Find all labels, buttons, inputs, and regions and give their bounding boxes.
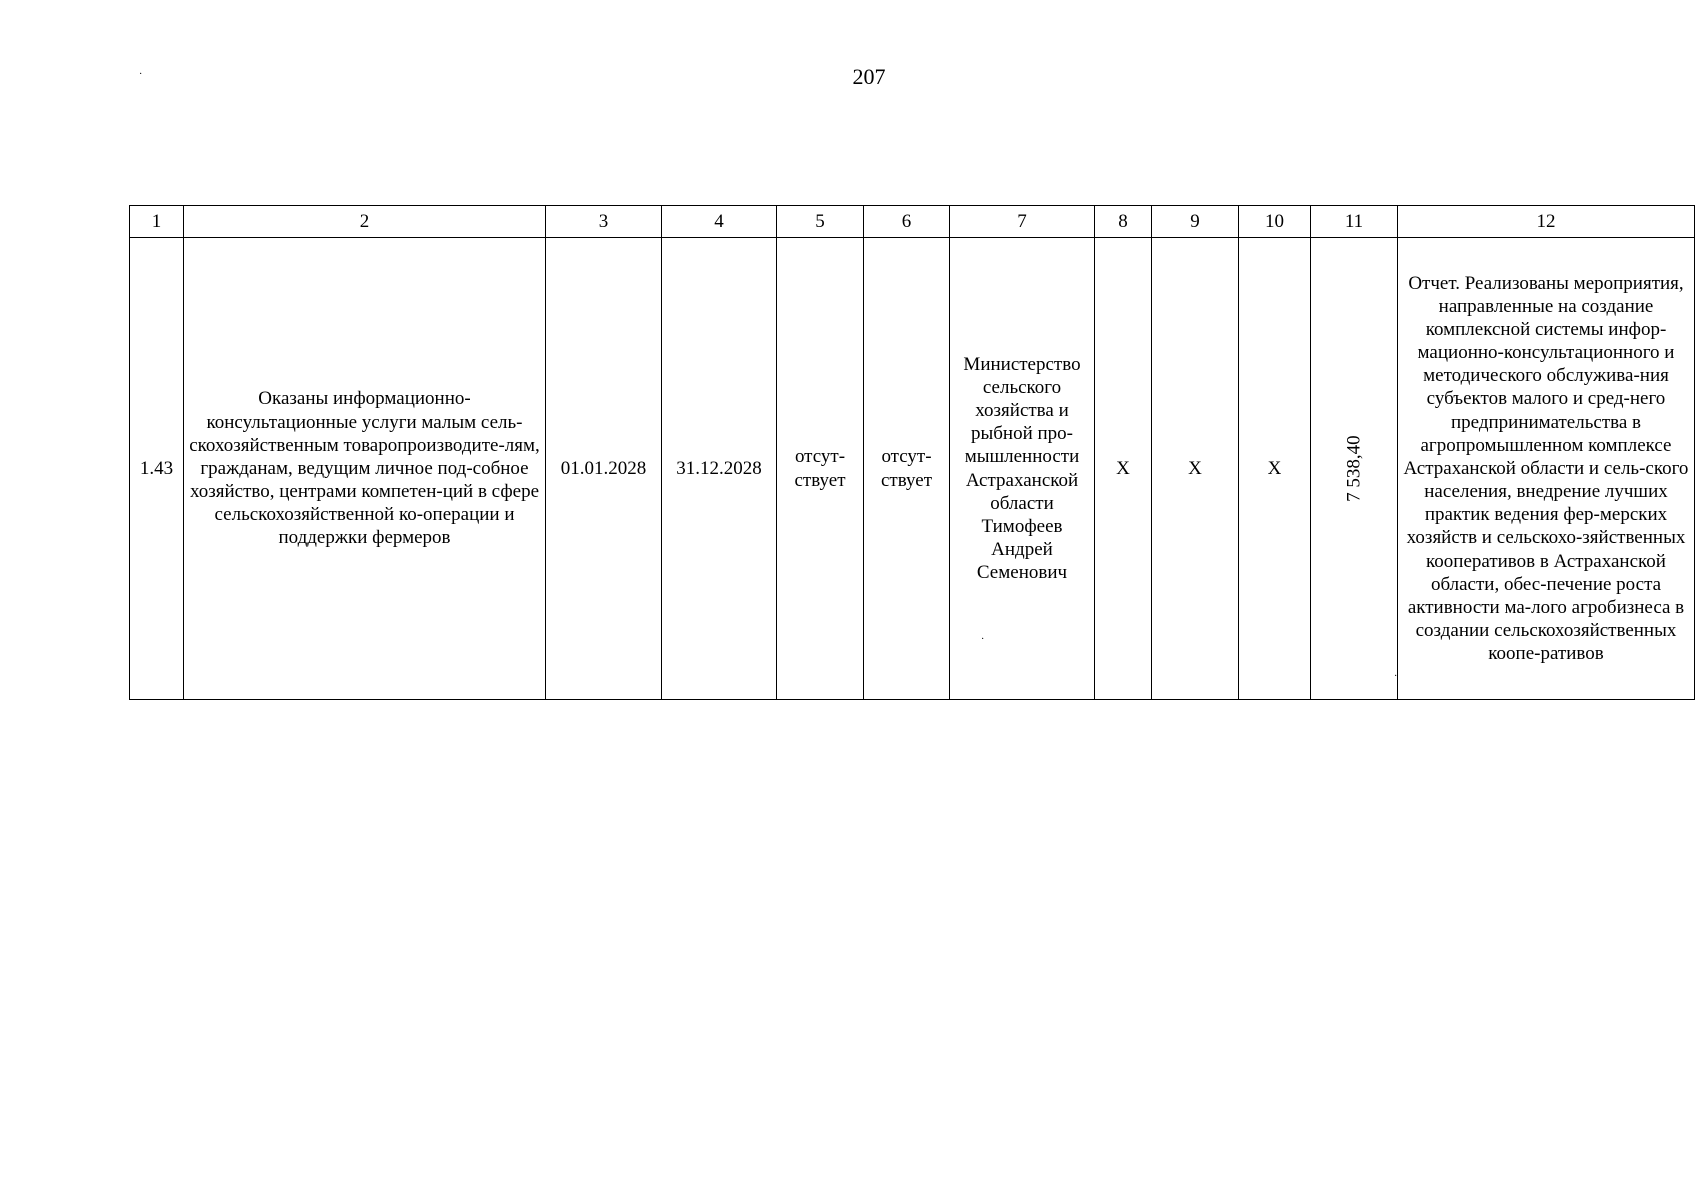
scan-speck: · (139, 69, 143, 80)
col8-value: X (1095, 238, 1152, 700)
col-header-2: 2 (184, 206, 546, 238)
col6-value: отсут-ствует (864, 238, 950, 700)
report-description: Отчет. Реализованы мероприятия, направленные на создание комплексной системы инфор-мационно-консультационного и методического обслужива-ния субъектов малого и сред-него предпринимательства в агропромышленном комплексе Астраханской области и сель-ского населения, внедрение лучших практик ведения фер-мерских хозяйств и сельскохо-зяйственных кооперативов в Астраханской области, обес-печение роста активности ма-лого агробизнеса в создании сельскохозяйственных коопе-ративов (1398, 238, 1695, 700)
col5-value: отсут-ствует (777, 238, 864, 700)
responsible-text: Министерство сельского хозяйства и рыбной про-мышленности Астраханской области Тимофеев Андрей Семенович (963, 353, 1081, 584)
page-number: 207 (852, 64, 886, 89)
col-header-8: 8 (1095, 206, 1152, 238)
scan-speck: · (981, 633, 985, 645)
col-header-11: 11 (1311, 206, 1398, 238)
activity-table (129, 205, 1695, 700)
table-row (130, 238, 1695, 700)
result-description: Оказаны информационно-консультационные услуги малым сель-скохозяйственным товаропроизводите-лям, гражданам, ведущим личное под-собное хозяйство, центрами компетен-ций в сфере сельскохозяйственной ко-операции и поддержки фермеров (184, 238, 546, 700)
header-row (130, 206, 1695, 238)
col-header-9: 9 (1152, 206, 1239, 238)
funding-amount: 7 538,40 (1343, 435, 1365, 502)
end-date: 31.12.2028 (662, 238, 777, 700)
responsible-executor (950, 238, 1095, 700)
col-header-3: 3 (546, 206, 662, 238)
col-header-5: 5 (777, 206, 864, 238)
row-number: 1.43 (130, 238, 184, 700)
scan-speck: · (1394, 671, 1398, 682)
col-header-6: 6 (864, 206, 950, 238)
col-header-7: 7 (950, 206, 1095, 238)
start-date: 01.01.2028 (546, 238, 662, 700)
funding-amount-cell (1311, 238, 1398, 700)
col9-value: X (1152, 238, 1239, 700)
col-header-4: 4 (662, 206, 777, 238)
col10-value: X (1239, 238, 1311, 700)
col-header-1: 1 (130, 206, 184, 238)
col-header-10: 10 (1239, 206, 1311, 238)
col-header-12: 12 (1398, 206, 1695, 238)
